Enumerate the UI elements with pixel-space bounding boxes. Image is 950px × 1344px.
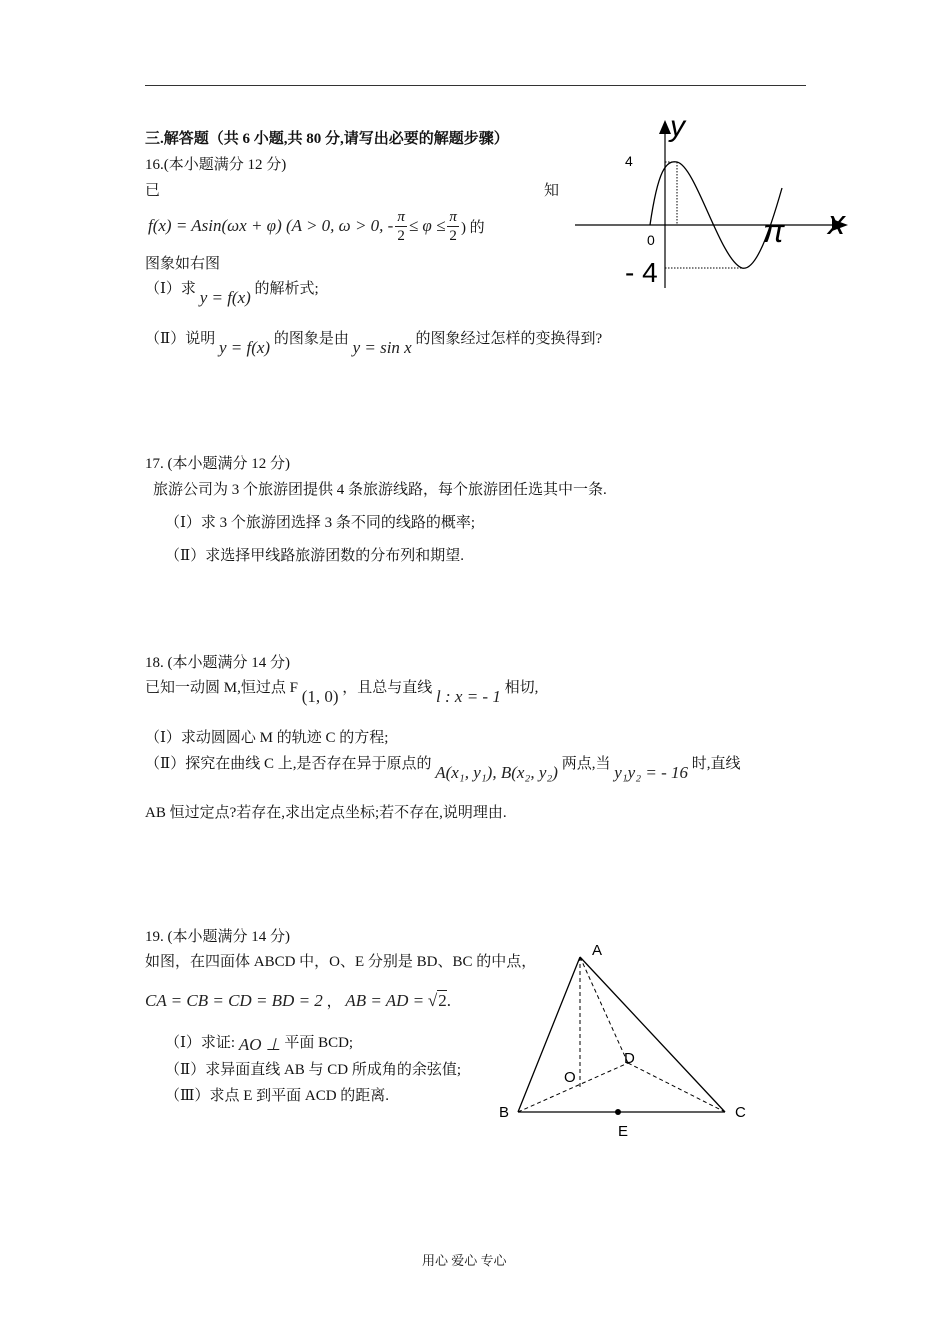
q19-part1 (165, 1031, 353, 1052)
q16-yi: 已 (145, 183, 161, 199)
q16-leq: ≤ φ ≤ (408, 216, 446, 235)
q17-header: 17. (本小题满分 12 分) (145, 456, 290, 472)
section-title: 三.解答题（共 6 小题,共 80 分,请写出必要的解题步骤） (145, 131, 509, 147)
q18-part2-a: （Ⅱ）探究在曲线 C 上,是否存在异于原点的 (145, 756, 432, 772)
q19-given-b: AB = AD = (345, 991, 425, 1010)
q18-part2-c: 时,直线 (691, 756, 741, 772)
tick-neg4: - 4 (625, 257, 658, 288)
tick-4: 4 (625, 153, 633, 169)
q19-sqrt2: 2 (438, 991, 447, 1010)
y-axis-label: y (670, 110, 685, 143)
q19-line1: 如图，在四面体 ABCD 中，O、E 分别是 BD、BC 的中点， (145, 954, 537, 970)
q16-frac-1-den: 2 (397, 227, 405, 244)
q19-part1-math: AO ⊥ (238, 1035, 281, 1054)
edge-AC (580, 957, 725, 1112)
q16-line2: 图象如右图 (145, 256, 221, 272)
q17-line1: 旅游公司为 3 个旅游团提供 4 条旅游线路，每个旅游团任选其中一条. (153, 482, 607, 498)
q19-part3: （Ⅲ）求点 E 到平面 ACD 的距离. (165, 1088, 390, 1104)
q19-figure (490, 935, 760, 1145)
q17-part2: （Ⅱ）求选择甲线路旅游团数的分布列和期望. (165, 548, 464, 564)
q18-y1y2: y₁y₂ = - 16 (614, 763, 689, 782)
q18-points-AB: A(x₁, y₁), B(x₂, y₂) (435, 763, 558, 782)
q19-sqrt-sign: √ (427, 991, 438, 1010)
q16-frac-1 (395, 208, 407, 245)
edge-CD (628, 1063, 725, 1112)
q16-part2-math1: y = f(x) (218, 338, 271, 357)
q19-given-sep: ， (326, 994, 342, 1010)
q16-part1-label: （Ⅰ）求 (145, 281, 196, 297)
q16-part2-tail: 的图象经过怎样的变换得到? (415, 331, 603, 347)
page-footer: 用心 爱心 专心 (422, 1253, 507, 1268)
q17-part1: （Ⅰ）求 3 个旅游团选择 3 条不同的线路的概率; (165, 515, 476, 531)
q18-line-l: l : x = - 1 (436, 687, 501, 706)
label-C: C (735, 1104, 746, 1121)
tick-0: 0 (647, 232, 655, 248)
q18-part2-line2: AB 恒过定点?若存在,求出定点坐标;若不存在,说明理由. (145, 805, 507, 821)
q19-part2: （Ⅱ）求异面直线 AB 与 CD 所成角的余弦值; (165, 1062, 462, 1078)
q16-graph (570, 110, 860, 300)
q19-part1-a: （Ⅰ）求证: (165, 1035, 236, 1051)
q16-header: 16.(本小题满分 12 分) (145, 157, 287, 173)
label-B: B (499, 1104, 510, 1121)
q19-given-a: CA = CB = CD = BD = 2 (145, 991, 323, 1010)
q16-part2-label: （Ⅱ）说明 (145, 331, 216, 347)
q16-part2-math2: y = sin x (352, 338, 412, 357)
x-axis-label: x (828, 204, 845, 242)
edge-AD (580, 957, 628, 1063)
q16-zhi: 知 (544, 183, 560, 199)
point-E (615, 1109, 621, 1115)
q18-line1-b: ，且总与直线 (342, 680, 433, 696)
q19-part1-b: 平面 BCD; (284, 1035, 354, 1051)
q18-point-F: (1, 0) (301, 687, 339, 706)
q16-part1-math: y = f(x) (199, 288, 251, 307)
label-A: A (592, 942, 603, 959)
q16-close: ) 的 (460, 219, 485, 236)
q18-line1-c: 相切, (504, 680, 539, 696)
q16-part2 (145, 327, 603, 357)
label-E: E (618, 1123, 629, 1140)
q16-frac-2-num: π (449, 208, 457, 225)
q16-frac-1-num: π (397, 208, 405, 225)
q19-header: 19. (本小题满分 14 分) (145, 929, 290, 945)
q16-part1-tail: 的解析式; (254, 281, 319, 297)
label-D: D (624, 1050, 635, 1067)
q19-given-dot: . (446, 991, 451, 1010)
label-O: O (564, 1069, 576, 1086)
header-rule (145, 85, 806, 86)
q16-part1 (145, 277, 319, 307)
q16-formula (148, 203, 485, 249)
q18-part2 (145, 752, 741, 782)
pi-label: π (763, 213, 785, 249)
q18-line1 (145, 676, 539, 706)
q16-part2-mid: 的图象是由 (273, 331, 349, 347)
q16-frac-2 (447, 208, 459, 245)
q16-frac-2-den: 2 (449, 227, 457, 244)
q18-header: 18. (本小题满分 14 分) (145, 655, 290, 671)
q19-given (145, 990, 451, 1011)
q16-formula-main: f(x) = Asin(ωx + φ) (A > 0, ω > 0, - (148, 216, 394, 235)
q18-part1: （Ⅰ）求动圆圆心 M 的轨迹 C 的方程; (145, 730, 389, 746)
q18-part2-b: 两点,当 (561, 756, 611, 772)
q18-line1-a: 已知一动圆 M,恒过点 F (145, 680, 298, 696)
